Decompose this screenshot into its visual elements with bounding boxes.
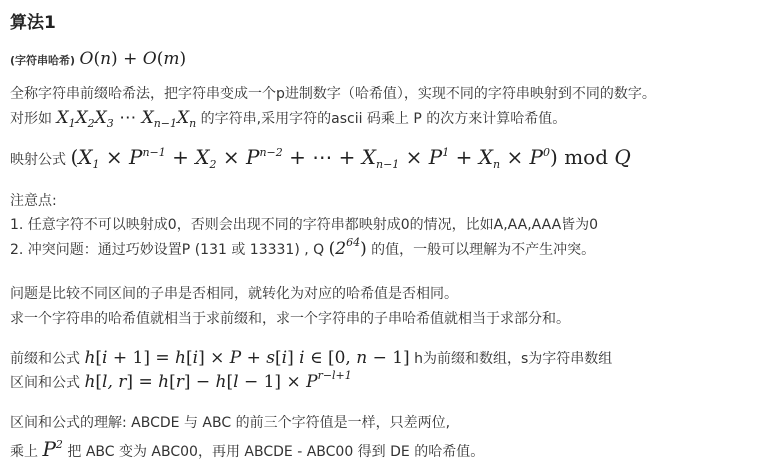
mapping-formula-line: 映射公式 ($X_1 \times P^{n-1} + X_2 \times P^{n-2}$ + ⋯ + $X_{n-1} \times P^1 + X_n \times P^0$) mod Q xyxy=(10,145,631,171)
string-formula: $X_1X_2X_3$ ⋯ $X_{n-1}X_n$ xyxy=(56,108,197,130)
section-title: 算法1 xyxy=(10,13,56,33)
subtitle xyxy=(10,50,186,70)
q-formula: $(2^{64})$ xyxy=(328,236,367,259)
explain-line-1: 区间和公式的理解: ABCDE 与 ABC 的前三个字符值是一样，只差两位, xyxy=(10,415,451,431)
interval-formula: h[l, $r] = h[r] - h[l - 1] \times P^{r-l+1}$ xyxy=(84,369,352,392)
intro-line-1: 全称字符串前缀哈希法，把字符串变成一个p进制数字（哈希值），实现不同的字符串映射到不同的数字。 xyxy=(10,86,656,102)
notice-heading: 注意点: xyxy=(10,193,57,209)
p-squared: $P^2$ xyxy=(42,437,63,461)
note-1: 1. 任意字符不可以映射成0，否则会出现不同的字符串都映射成0的情况，比如A,AA,AAA皆为0 xyxy=(10,217,599,233)
explain-line-2: 乘上 $P^2$ 把 ABC 变为 ABC00，再用 ABCDE - ABC00 得到 DE 的哈希值。 xyxy=(10,437,485,461)
mapping-formula: ($X_1 \times P^{n-1} + X_2 \times P^{n-2}$ + ⋯ + $X_{n-1} \times P^1 + X_n \times P^0$) mod Q xyxy=(70,145,631,171)
note-2: 2. 冲突问题：通过巧妙设置P (131 或 13331) , Q $(2^{64})$ 的值，一般可以理解为不产生冲突。 xyxy=(10,236,596,259)
question-line-1: 问题是比较不同区间的子串是否相同，就转化为对应的哈希值是否相同。 xyxy=(10,286,458,302)
interval-formula-line: 区间和公式 h[l, $r] = h[r] - h[l - 1] \times P^{r-l+1}$ xyxy=(10,369,352,392)
intro-line-2: 对形如 $X_1X_2X_3$ ⋯ $X_{n-1}X_n$ 的字符串,采用字符的ascii 码乘上 P 的次方来计算哈希值。 xyxy=(10,108,567,130)
prefix-formula-line: 前缀和公式 h[i + 1] = h[i] × P + s[i] i ∈ [0, n − 1] h为前缀和数组，s为字符串数组 xyxy=(10,348,613,368)
question-line-2: 求一个字符串的哈希值就相当于求前缀和，求一个字符串的子串哈希值就相当于求部分和。 xyxy=(10,311,570,327)
complexity-formula: O(n) + O(m) xyxy=(79,49,187,69)
subtitle-label: (字符串哈希) xyxy=(10,54,76,67)
prefix-formula: h[i + 1] = h[i] × P + s[i] i ∈ [0, n − 1] xyxy=(84,348,410,368)
